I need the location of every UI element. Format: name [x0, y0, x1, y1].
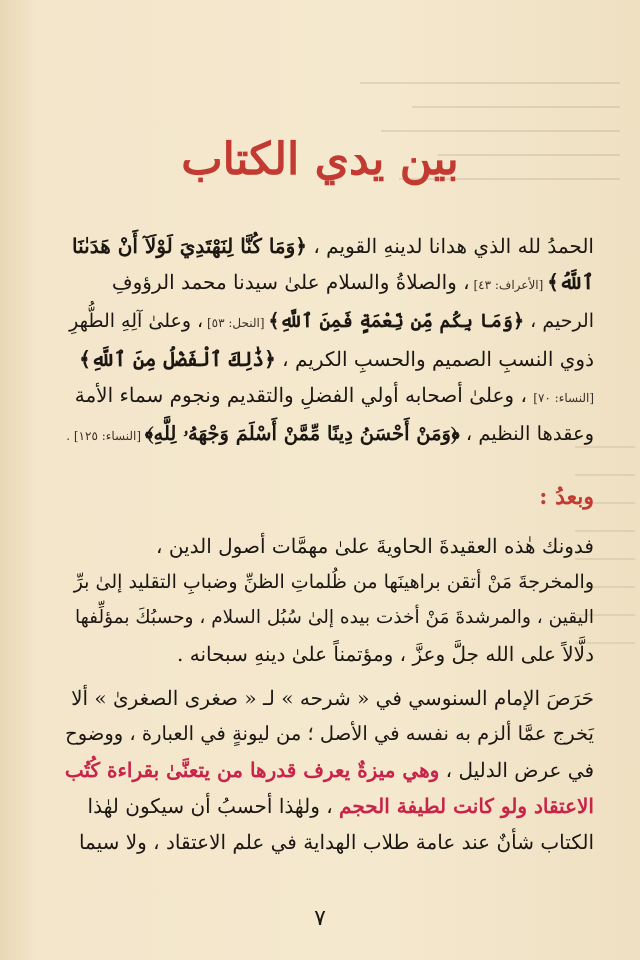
quran-verse: ﴿وَمَا بِكُم مِّن نِّعْمَةٍ فَمِنَ ٱللَّهِ﴾ [268, 310, 525, 332]
text-line: اليقين ، والمرشدةَ مَنْ أخذت بيده إلىٰ سُبُل السلام ، وحسبُكَ بمؤلِّفها [74, 607, 594, 628]
text-line: [النساء: ٧٠] ، وعلىٰ أصحابه أولي الفضلِ والتقديم ونجوم سماء الأمة [74, 383, 594, 407]
chapter-title: بين يدي الكتاب [181, 134, 459, 185]
text-line: حَرَصَ الإمام السنوسي في « شرحه » لـ « صغرى الصغرىٰ » ألا [71, 686, 594, 710]
quran-verse: ﴿وَمَنْ أَحْسَنُ دِينًا مِّمَّنْ أَسْلَمَ وَجْهَهُۥ لِلَّهِ﴾ [144, 422, 460, 445]
text-line: الرحيم ، ﴿وَمَا بِكُم مِّن نِّعْمَةٍ فَمِنَ ٱللَّهِ﴾ [النحل: ٥٣] ، وعلىٰ آلِهِ الطُّهرِ [69, 310, 594, 332]
text-line: الاعتقاد ولو كانت لطيفة الحجم ، ولهٰذا أحسبُ أن سيكون لهٰذا [87, 794, 594, 818]
verse-reference: [النساء: ١٢٥] . [66, 429, 145, 443]
text-line: يَخرج عمَّا ألزم به نفسه في الأصل ؛ من ليونةٍ في العبارة ، ووضوح [65, 722, 594, 745]
body-paragraph [62, 680, 594, 860]
text-line: في عرض الدليل ، وهي ميزةٌ يعرف قدرها من يتعنَّىٰ بقراءة كُتُب [64, 758, 594, 782]
quran-verse: ﴿وَمَا كُنَّا لِنَهْتَدِيَ لَوْلَآ أَنْ هَدَىٰنَا [72, 234, 308, 258]
text-line: دلَّالاً على الله جلَّ وعزَّ ، ومؤتمناً علىٰ دينهِ سبحانه . [177, 642, 594, 666]
verse-reference: [النحل: ٥٣] [203, 316, 269, 330]
body-paragraph [62, 528, 594, 672]
verse-reference: [النساء: ٧٠] [533, 391, 594, 405]
intro-paragraph [62, 228, 594, 454]
highlighted-text: الاعتقاد ولو كانت لطيفة الحجم [339, 794, 594, 818]
text-line: الحمدُ لله الذي هدانا لدينهِ القويم ، ﴿وَمَا كُنَّا لِنَهْتَدِيَ لَوْلَآ أَنْ هَدَىٰنَا [72, 234, 594, 258]
text-line: ٱللَّهُ﴾ [الأعراف: ٤٣] ، والصلاةُ والسلام علىٰ سيدنا محمد الرؤوفِ [111, 270, 594, 294]
text-line: وعقدها النظيم ، ﴿وَمَنْ أَحْسَنُ دِينًا مِّمَّنْ أَسْلَمَ وَجْهَهُۥ لِلَّهِ﴾ [النساء: ١٢٥] . [66, 422, 594, 445]
verse-reference: [الأعراف: ٤٣] [469, 278, 548, 292]
highlighted-text: وهي ميزةٌ يعرف قدرها من يتعنَّىٰ بقراءة كُتُب [64, 758, 440, 782]
text-line: الكتاب شأنٌ عند عامة طلاب الهداية في علم الاعتقاد ، ولا سيما [78, 830, 594, 854]
quran-verse: ﴿ذَٰلِكَ ٱلْفَضْلُ مِنَ ٱللَّهِ﴾ [79, 347, 276, 371]
quran-verse: ٱللَّهُ﴾ [547, 270, 594, 294]
text-line: ذوي النسبِ الصميم والحسبِ الكريم ، ﴿ذَٰلِكَ ٱلْفَضْلُ مِنَ ٱللَّهِ﴾ [79, 347, 594, 371]
text-line: فدونك هٰذه العقيدةَ الحاويةَ علىٰ مهمَّات أصول الدين ، [156, 534, 594, 558]
page-number: ٧ [314, 906, 326, 931]
text-line: والمخرجةَ مَنْ أتقن براهينَها من ظُلماتِ الظنِّ وضبابِ التقليد إلىٰ برِّ [73, 571, 594, 593]
section-marker: وبعدُ : [539, 484, 594, 510]
